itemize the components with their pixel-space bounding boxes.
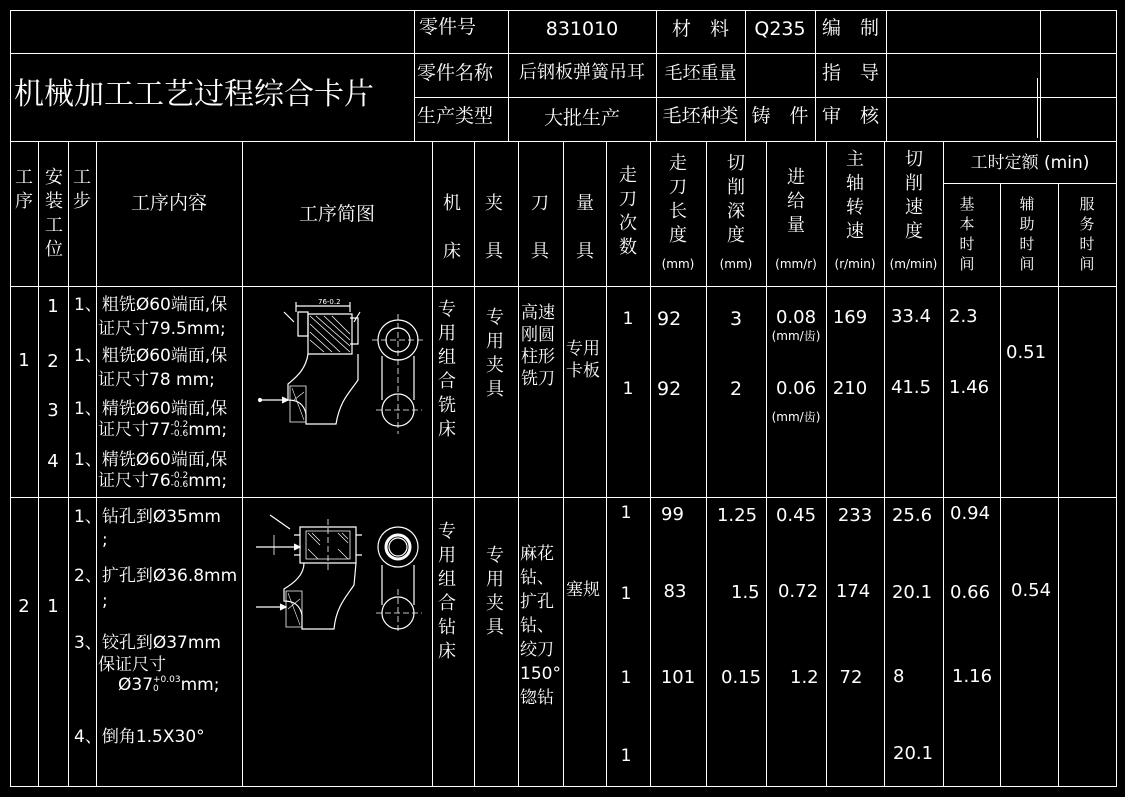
op2-step-line: ;: [102, 591, 108, 611]
col-spindle: 主轴转速: [846, 149, 864, 242]
op2-speed: 8: [893, 666, 905, 687]
op1-length: 92: [657, 378, 682, 400]
op2-basic: 0.94: [950, 503, 991, 524]
col-feed-unit: (mm/r): [775, 257, 817, 271]
col-sketch: 工序简图: [298, 203, 375, 225]
op1-step-line: 1、精铣Ø60端面,保: [74, 450, 228, 470]
h-line: [414, 53, 1117, 54]
op2-aux: 0.54: [1011, 580, 1052, 601]
col-spindle-unit: (r/min): [834, 257, 876, 271]
col-feed: 进给量: [787, 167, 805, 236]
op1-feed: 0.08: [775, 307, 817, 328]
col-content: 工序内容: [130, 192, 207, 214]
v-line: [884, 141, 885, 787]
col-gauge: 量具: [576, 193, 594, 262]
op2-spindle: 72: [839, 667, 863, 688]
tol-unit: mm;: [180, 675, 220, 695]
op1-step-line: 1、精铣Ø60端面,保: [74, 399, 228, 419]
op1-step-line-tol: [98, 472, 227, 490]
op2-speed: 20.1: [891, 582, 933, 603]
op1-basic: 1.46: [949, 377, 990, 398]
col-speed: 切削速度: [905, 149, 923, 242]
frame-top: [10, 10, 1117, 11]
v-line: [1037, 78, 1038, 138]
tol-base: 证尺寸76: [98, 471, 171, 491]
part-name-label: 零件名称: [417, 62, 494, 84]
col-speed-unit: (m/min): [889, 257, 938, 271]
op2-depth: 1.25: [716, 505, 758, 526]
tol-base: 证尺寸77: [98, 420, 171, 440]
op2-speed: 25.6: [891, 505, 933, 526]
op2-basic: 1.16: [952, 666, 993, 687]
op2-station: 1: [47, 596, 59, 617]
op2-step-line: 保证尺寸: [98, 655, 166, 675]
op2-length: 83: [663, 581, 687, 602]
tol-base: Ø37: [118, 675, 154, 695]
v-line: [1058, 183, 1059, 787]
op1-station: 1: [47, 296, 59, 317]
op2-passes: 1: [620, 668, 632, 688]
v-line: [650, 141, 651, 787]
op1-length: 92: [657, 308, 682, 330]
op1-basic: 2.3: [949, 306, 978, 327]
op1-spindle: 210: [832, 378, 868, 399]
op1-passes: 1: [622, 379, 634, 399]
col-depth-unit: (mm): [719, 257, 753, 271]
op1-step-line: 证尺寸78 mm;: [98, 370, 215, 390]
op2-gauge: 塞规: [566, 580, 600, 600]
sketch-dimension: 76-0.2: [318, 298, 341, 306]
op2-depth: 1.5: [731, 582, 760, 603]
h-line: [943, 183, 1117, 184]
v-line: [1040, 10, 1041, 141]
card-title: 机械加工工艺过程综合卡片: [14, 77, 374, 112]
op2-spindle: 233: [837, 505, 873, 526]
op2-length: 99: [661, 504, 684, 525]
op1-fixture: 专用夹具: [486, 307, 504, 400]
op1-step-line: 证尺寸79.5mm;: [98, 319, 226, 339]
col-service-time: 服务时间: [1079, 195, 1095, 273]
h-line: [10, 53, 414, 54]
blank-weight-label: 毛坯重量: [664, 63, 737, 84]
op1-feed-unit: (mm/齿): [771, 329, 821, 343]
op2-step-line: 2、扩孔到Ø36.8mm: [74, 566, 238, 586]
part-no-value: 831010: [545, 18, 619, 40]
review-label: 审 核: [821, 105, 879, 127]
tolerance: -0.2 -0.6: [170, 420, 189, 439]
frame-right: [1116, 10, 1117, 787]
op1-tool: 高速刚圆柱形铣刀: [521, 303, 555, 389]
v-line: [414, 10, 415, 141]
op1-station: 3: [47, 400, 59, 421]
tolerance: +0.03 0: [153, 675, 181, 694]
col-setup: 安装工位: [45, 167, 63, 260]
op1-process-sketch: [250, 296, 428, 436]
op1-depth: 3: [729, 308, 743, 330]
op2-spindle: 174: [835, 581, 871, 602]
h-line: [414, 97, 1117, 98]
col-tool: 刀具: [531, 193, 549, 262]
op1-spindle: 169: [832, 307, 868, 328]
op2-seq: 2: [18, 596, 30, 617]
v-line: [886, 10, 887, 141]
op2-feed: 0.72: [777, 581, 819, 602]
op1-depth: 2: [729, 378, 743, 400]
v-line: [68, 141, 69, 787]
op2-passes: 1: [620, 746, 632, 766]
prod-type-label: 生产类型: [417, 105, 494, 127]
v-line: [706, 141, 707, 787]
col-step: 工步: [73, 167, 91, 212]
v-line: [242, 141, 243, 787]
op2-tool: 麻花钻、扩孔钻、绞刀150°锪钻: [520, 544, 561, 708]
prepared-label: 编 制: [821, 17, 879, 39]
part-name-value: 后钢板弹簧吊耳: [519, 62, 645, 83]
op2-length: 101: [660, 667, 696, 688]
col-length-unit: (mm): [661, 257, 695, 271]
op2-machine: 专用组合钻床: [438, 521, 456, 662]
v-line: [1000, 183, 1001, 787]
op2-step-line: 4、倒角1.5X30°: [74, 727, 205, 747]
blank-type-value: 铸 件: [751, 105, 809, 127]
op1-feed: 0.06: [775, 378, 817, 399]
op2-basic: 0.66: [950, 582, 991, 603]
v-line: [606, 141, 607, 787]
op2-fixture: 专用夹具: [486, 545, 504, 638]
op1-station: 2: [47, 351, 59, 372]
col-seq: 工序: [15, 167, 33, 212]
op2-step-line: ;: [102, 530, 108, 550]
v-line: [474, 141, 475, 787]
op2-step-line: 1、钻孔到Ø35mm: [74, 507, 221, 527]
v-line: [766, 141, 767, 787]
op2-passes: 1: [620, 584, 632, 604]
material-label: 材 料: [671, 18, 729, 40]
col-basic-time: 基本时间: [959, 195, 975, 273]
op1-machine: 专用组合铣床: [438, 299, 456, 440]
op1-passes: 1: [622, 309, 634, 329]
col-fixture: 夹具: [485, 193, 503, 262]
v-line: [518, 141, 519, 787]
op2-depth: 0.15: [721, 667, 762, 688]
op2-step-line-tol: [118, 676, 219, 694]
col-machine: 机床: [443, 193, 461, 262]
col-length: 走刀长度: [669, 153, 687, 246]
op1-aux: 0.51: [1006, 342, 1047, 363]
op1-station: 4: [47, 451, 59, 472]
op1-feed-unit: (mm/齿): [771, 410, 821, 424]
material-value: Q235: [754, 18, 806, 40]
col-passes: 走刀次数: [619, 165, 637, 258]
tolerance: -0.2 -0.6: [170, 471, 189, 490]
op2-process-sketch: [250, 505, 428, 635]
op1-seq: 1: [18, 350, 30, 371]
op1-speed: 41.5: [890, 377, 932, 398]
op2-step-line: 3、铰孔到Ø37mm: [74, 633, 221, 653]
tol-unit: mm;: [188, 471, 228, 491]
col-time-quota: 工时定额 (min): [970, 153, 1090, 173]
v-line: [432, 141, 433, 787]
op2-speed: 20.1: [893, 743, 934, 764]
op1-gauge: 专用卡板: [566, 339, 600, 381]
op2-feed: 0.45: [775, 505, 817, 526]
op1-step-line: 1、粗铣Ø60端面,保: [74, 346, 228, 366]
col-aux-time: 辅助时间: [1019, 195, 1035, 273]
frame-left: [10, 10, 11, 787]
op1-speed: 33.4: [890, 306, 932, 327]
op1-step-line-tol: [98, 421, 227, 439]
part-no-label: 零件号: [419, 16, 477, 38]
tol-unit: mm;: [188, 420, 228, 440]
op2-passes: 1: [620, 503, 632, 523]
v-line: [943, 141, 944, 787]
guide-label: 指 导: [821, 62, 879, 84]
v-line: [826, 141, 827, 787]
op2-feed: 1.2: [790, 667, 819, 688]
col-depth: 切削深度: [727, 153, 745, 246]
prod-type-value: 大批生产: [543, 107, 620, 129]
blank-type-label: 毛坯种类: [662, 105, 739, 127]
op1-step-line: 1、粗铣Ø60端面,保: [74, 295, 228, 315]
